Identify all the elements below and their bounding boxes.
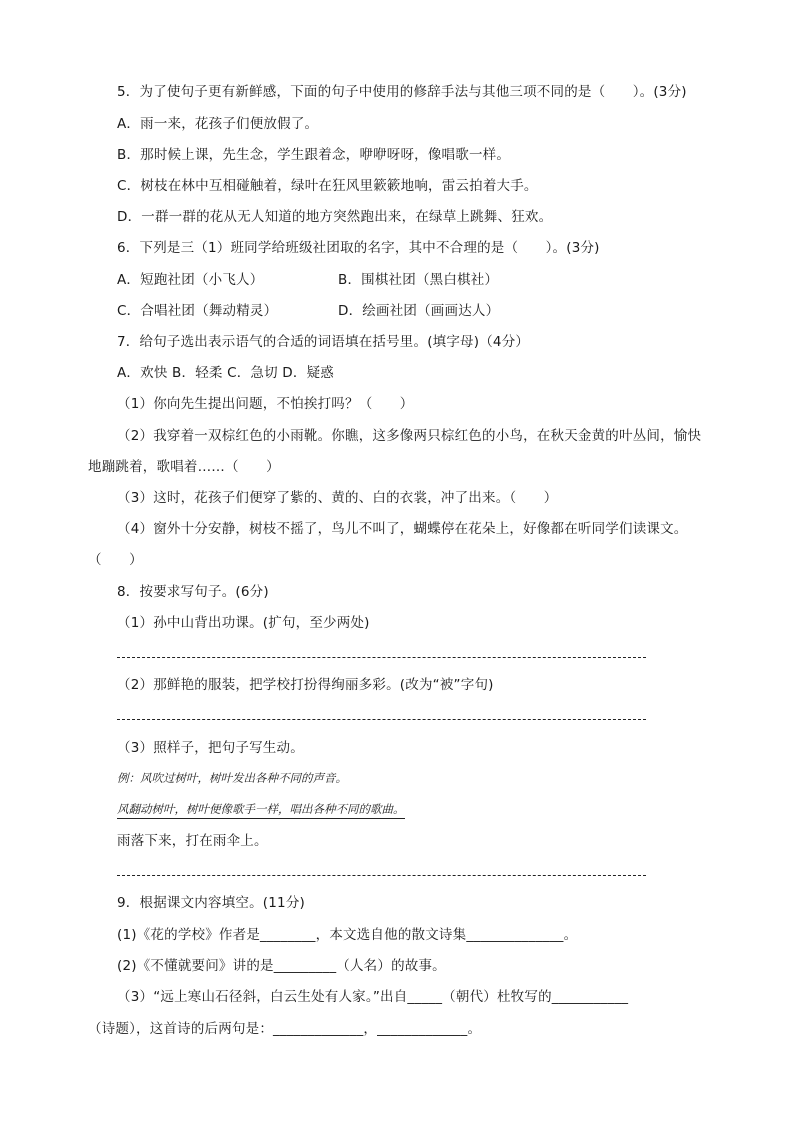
q5-option-b: B．那时候上课，先生念，学生跟着念，咿咿呀呀，像唱歌一样。: [117, 147, 511, 163]
q9-stem: 9．根据课文内容填空。(11分): [117, 895, 306, 911]
q5-option-a: A．雨一来，花孩子们便放假了。: [117, 116, 319, 132]
q5-stem: 5．为了使句子更有新鲜感，下面的句子中使用的修辞手法与其他三项不同的是（ ）。(3分): [117, 84, 687, 100]
q8-answer-line-3[interactable]: [117, 875, 646, 876]
q8-sentence-3: （3）照样子，把句子写生动。: [117, 740, 304, 756]
q9-item-3-line-2: （诗题），这首诗的后两句是：_____________，_____________。: [88, 1021, 482, 1037]
q8-example-2: [117, 802, 405, 817]
q7-sentence-4-line-1: （4）窗外十分安静，树枝不摇了，鸟儿不叫了，蝴蝶停在花朵上，好像都在听同学们读课文。: [117, 521, 688, 537]
q6-option-d: D．绘画社团（画画达人）: [338, 303, 500, 319]
q8-example-2-text: 风翻动树叶，树叶便像歌手一样，唱出各种不同的歌曲。: [117, 802, 405, 819]
q9-item-3-line-1: （3）“远上寒山石径斜，白云生处有人家。”出自_____（朝代）杜牧写的___________: [117, 989, 629, 1005]
q8-sentence-1: （1）孙中山背出功课。(扩句，至少两处): [117, 615, 370, 631]
q5-option-c: C．树枝在林中互相碰触着，绿叶在狂风里簌簌地响，雷云拍着大手。: [117, 178, 538, 194]
q6-option-a: A．短跑社团（小飞人）: [117, 272, 264, 288]
q7-sentence-1: （1）你向先生提出问题，不怕挨打吗？（ ）: [117, 396, 414, 412]
q7-options: A．欢快 B．轻柔 C．急切 D．疑惑: [117, 365, 334, 381]
q6-option-b: B．围棋社团（黑白棋社）: [338, 272, 499, 288]
q8-sentence-3-prompt: 雨落下来，打在雨伞上。: [117, 833, 268, 849]
q7-stem: 7．给句子选出表示语气的合适的词语填在括号里。(填字母)（4分）: [117, 334, 530, 350]
q9-item-1: (1)《花的学校》作者是________，本文选自他的散文诗集______________。: [117, 927, 578, 943]
q9-item-2: (2)《不懂就要问》讲的是_________（人名）的故事。: [117, 958, 446, 974]
q5-option-d: D．一群一群的花从无人知道的地方突然跑出来，在绿草上跳舞、狂欢。: [117, 209, 553, 225]
q7-sentence-2-line-1: （2）我穿着一双棕红色的小雨靴。你瞧，这多像两只棕红色的小鸟，在秋天金黄的叶丛间，愉快: [117, 428, 702, 444]
q7-sentence-3: （3）这时，花孩子们便穿了紫的、黄的、白的衣裳，冲了出来。（ ）: [117, 490, 558, 506]
q7-sentence-4-line-2: （ ）: [88, 552, 143, 568]
q6-stem: 6．下列是三（1）班同学给班级社团取的名字，其中不合理的是（ ）。(3分): [117, 240, 600, 256]
q8-example-1: 例：风吹过树叶，树叶发出各种不同的声音。: [117, 771, 347, 785]
q6-option-c: C．合唱社团（舞动精灵）: [117, 303, 278, 319]
q8-answer-line-2[interactable]: [117, 719, 646, 720]
q8-stem: 8．按要求写句子。(6分): [117, 584, 269, 600]
q7-sentence-2-line-2: 地蹦跳着，歌唱着……（ ）: [88, 459, 280, 475]
q8-sentence-2: （2）那鲜艳的服装，把学校打扮得绚丽多彩。(改为“被”字句): [117, 677, 494, 693]
q8-answer-line-1[interactable]: [117, 657, 646, 658]
